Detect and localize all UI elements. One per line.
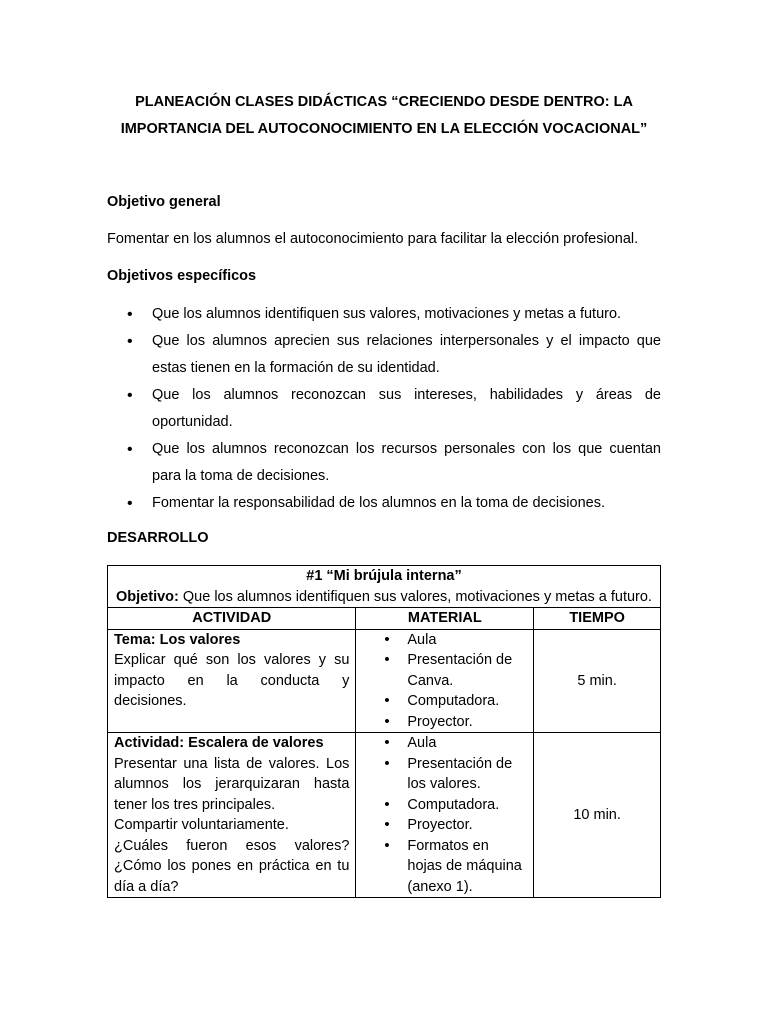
title-line-1: PLANEACIÓN CLASES DIDÁCTICAS “CRECIENDO DESDE DENTRO: LA: [135, 94, 633, 110]
material-item: • Computadora.: [362, 795, 527, 816]
activity-text: Presentar una lista de valores. Los alumnos los jerarquizaran hasta tener los tres principales.: [114, 755, 350, 813]
table-row: [108, 733, 661, 898]
activity-text: Compartir voluntariamente.: [114, 817, 289, 833]
material-item: • Formatos en hojas de máquina (anexo 1).: [362, 836, 527, 898]
activity-text: ¿Cuáles fueron esos valores? ¿Cómo los pones en práctica en tu día a día?: [114, 837, 350, 895]
list-item: • Fomentar la responsabilidad de los alumnos en la toma de decisiones.: [107, 490, 661, 517]
objective-label: Objetivo:: [116, 588, 179, 605]
material-item: • Computadora.: [362, 691, 527, 712]
activity-cell: [108, 629, 356, 733]
time-cell: 10 min.: [534, 733, 661, 898]
activity-title: Tema: Los valores: [114, 631, 241, 648]
list-item: • Que los alumnos identifiquen sus valores, motivaciones y metas a futuro.: [107, 301, 661, 328]
material-item: • Presentación de Canva.: [362, 650, 527, 691]
general-objective-heading: Objetivo general: [107, 194, 221, 210]
document-title: [107, 89, 661, 143]
material-cell: [356, 733, 534, 898]
time-cell: 5 min.: [534, 629, 661, 733]
column-header-activity: ACTIVIDAD: [108, 608, 356, 630]
session-header-cell: [108, 566, 661, 608]
list-item: • Que los alumnos aprecien sus relaciones interpersonales y el impacto que estas tienen en la formación de su identidad.: [107, 328, 661, 382]
material-item: • Proyector.: [362, 815, 527, 836]
material-item: • Proyector.: [362, 712, 527, 733]
session-objective: [114, 587, 654, 608]
list-item: • Que los alumnos reconozcan los recursos personales con los que cuentan para la toma de decisiones.: [107, 436, 661, 490]
specific-objectives-list: [107, 301, 661, 517]
general-objective-text: Fomentar en los alumnos el autoconocimiento para facilitar la elección profesional.: [107, 231, 639, 247]
column-header-material: MATERIAL: [356, 608, 534, 630]
session-title: #1 “Mi brújula interna”: [306, 568, 462, 584]
table-row: [108, 629, 661, 733]
session-table: [107, 565, 661, 898]
development-heading: DESARROLLO: [107, 530, 209, 546]
activity-text: Explicar qué son los valores y su impacto en la conducta y decisiones.: [114, 652, 350, 709]
list-item: • Que los alumnos reconozcan sus intereses, habilidades y áreas de oportunidad.: [107, 382, 661, 436]
material-item: • Aula: [362, 733, 527, 754]
activity-cell: [108, 733, 356, 898]
activity-title: Actividad: Escalera de valores: [114, 735, 324, 751]
specific-objectives-heading: Objetivos específicos: [107, 268, 257, 284]
material-item: • Presentación de los valores.: [362, 754, 527, 795]
objective-text: Que los alumnos identifiquen sus valores, motivaciones y metas a futuro.: [178, 588, 652, 605]
material-item: • Aula: [362, 630, 527, 651]
title-line-2: IMPORTANCIA DEL AUTOCONOCIMIENTO EN LA ELECCIÓN VOCACIONAL”: [120, 121, 648, 137]
column-header-time: TIEMPO: [534, 608, 661, 630]
material-cell: [356, 629, 534, 733]
